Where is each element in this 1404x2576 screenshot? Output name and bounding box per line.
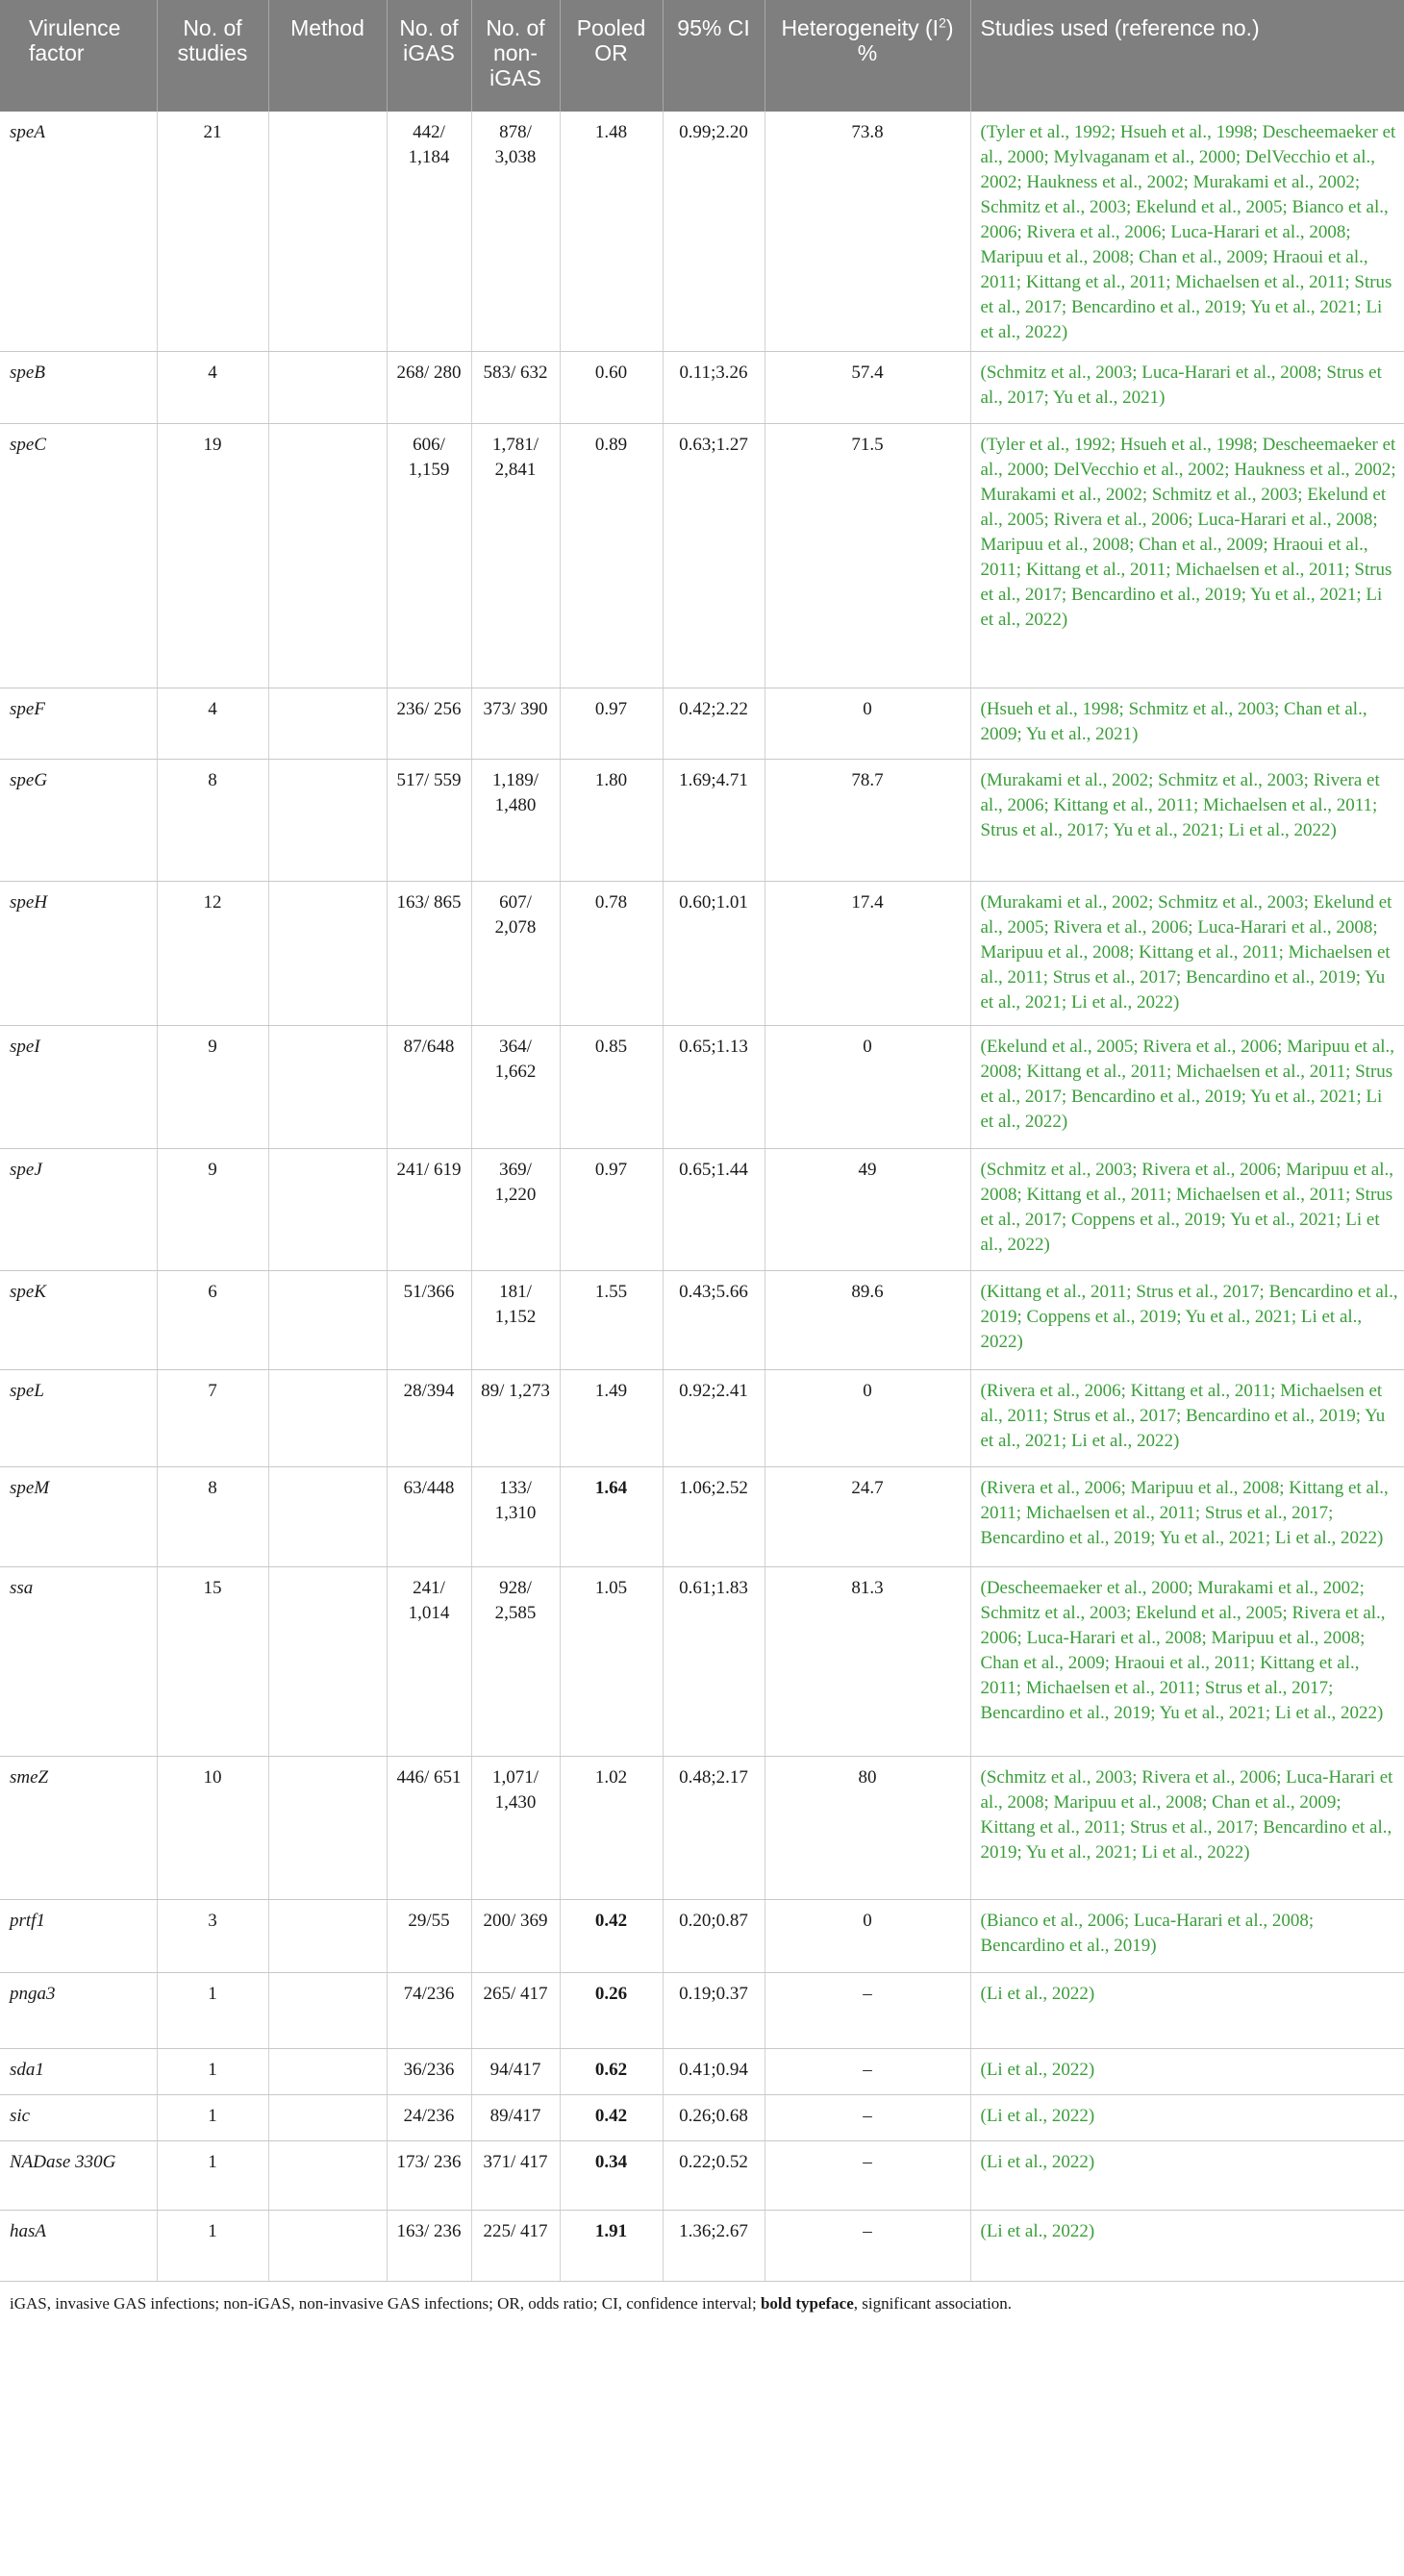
no-of-non-igas-cell: 1,189/ 1,480 (471, 760, 560, 882)
pooled-or-cell: 1.05 (560, 1567, 663, 1757)
no-of-studies-cell: 8 (157, 760, 268, 882)
header-heterogeneity-label: Heterogeneity (I (781, 15, 940, 40)
table-row (0, 1149, 1404, 1271)
header-pooled-or: Pooled OR (560, 0, 663, 112)
method-cell (268, 1149, 387, 1271)
studies-used-cell: (Murakami et al., 2002; Schmitz et al., 2003; Ekelund et al., 2005; Rivera et al., 2006; Luca-Harari et al., 2008; Maripuu et al., 2008; Kittang et al., 2011; Michaelsen et al., 2011; Strus et al., 2017; Bencardino et al., 2019; Yu et al., 2021; Li et al., 2022) (970, 882, 1404, 1026)
no-of-non-igas-cell: 373/ 390 (471, 688, 560, 760)
pooled-or-cell: 0.97 (560, 688, 663, 760)
table-row (0, 1757, 1404, 1900)
no-of-non-igas-cell: 583/ 632 (471, 352, 560, 424)
header-virulence-factor: Virulence factor (0, 0, 157, 112)
pooled-or-cell: 1.49 (560, 1370, 663, 1467)
heterogeneity-cell: 73.8 (765, 112, 970, 352)
table-row (0, 2095, 1404, 2141)
studies-used-cell: (Hsueh et al., 1998; Schmitz et al., 2003; Chan et al., 2009; Yu et al., 2021) (970, 688, 1404, 760)
heterogeneity-cell: 0 (765, 688, 970, 760)
table-row (0, 760, 1404, 882)
header-heterogeneity-sup: 2 (939, 14, 946, 31)
virulence-factor-cell: speH (0, 882, 157, 1026)
header-95-ci: 95% CI (663, 0, 765, 112)
heterogeneity-cell: 57.4 (765, 352, 970, 424)
pooled-or-cell: 0.42 (560, 2095, 663, 2141)
heterogeneity-cell: – (765, 1973, 970, 2049)
no-of-studies-cell: 8 (157, 1467, 268, 1567)
table-row (0, 1271, 1404, 1370)
ci-cell: 0.65;1.13 (663, 1026, 765, 1149)
ci-cell: 0.92;2.41 (663, 1370, 765, 1467)
header-heterogeneity (765, 0, 970, 112)
no-of-non-igas-cell: 181/ 1,152 (471, 1271, 560, 1370)
no-of-studies-cell: 10 (157, 1757, 268, 1900)
header-method: Method (268, 0, 387, 112)
virulence-factor-cell: speM (0, 1467, 157, 1567)
no-of-non-igas-cell: 133/ 1,310 (471, 1467, 560, 1567)
method-cell (268, 424, 387, 688)
no-of-studies-cell: 9 (157, 1026, 268, 1149)
no-of-igas-cell: 29/55 (387, 1900, 471, 1973)
no-of-non-igas-cell: 607/ 2,078 (471, 882, 560, 1026)
pooled-or-cell: 0.34 (560, 2141, 663, 2211)
heterogeneity-cell: 78.7 (765, 760, 970, 882)
pooled-or-cell: 1.80 (560, 760, 663, 882)
ci-cell: 0.19;0.37 (663, 1973, 765, 2049)
table-row (0, 1973, 1404, 2049)
no-of-igas-cell: 236/ 256 (387, 688, 471, 760)
heterogeneity-cell: 0 (765, 1026, 970, 1149)
table-row (0, 2141, 1404, 2211)
virulence-factor-cell: speJ (0, 1149, 157, 1271)
table-row (0, 1026, 1404, 1149)
heterogeneity-cell: 71.5 (765, 424, 970, 688)
no-of-igas-cell: 163/ 236 (387, 2211, 471, 2282)
no-of-igas-cell: 36/236 (387, 2049, 471, 2095)
ci-cell: 0.20;0.87 (663, 1900, 765, 1973)
virulence-factor-cell: NADase 330G (0, 2141, 157, 2211)
method-cell (268, 688, 387, 760)
ci-cell: 0.43;5.66 (663, 1271, 765, 1370)
heterogeneity-cell: – (765, 2141, 970, 2211)
table-row (0, 882, 1404, 1026)
pooled-or-cell: 0.42 (560, 1900, 663, 1973)
method-cell (268, 2095, 387, 2141)
virulence-factor-cell: pnga3 (0, 1973, 157, 2049)
method-cell (268, 1026, 387, 1149)
no-of-studies-cell: 1 (157, 1973, 268, 2049)
virulence-factor-cell: speB (0, 352, 157, 424)
studies-used-cell: (Kittang et al., 2011; Strus et al., 2017; Bencardino et al., 2019; Coppens et al., 2019; Yu et al., 2021; Li et al., 2022) (970, 1271, 1404, 1370)
studies-used-cell: (Ekelund et al., 2005; Rivera et al., 2006; Maripuu et al., 2008; Kittang et al., 2011; Michaelsen et al., 2011; Strus et al., 2017; Bencardino et al., 2019; Yu et al., 2021; Li et al., 2022) (970, 1026, 1404, 1149)
no-of-igas-cell: 74/236 (387, 1973, 471, 2049)
studies-used-cell: (Li et al., 2022) (970, 1973, 1404, 2049)
no-of-igas-cell: 241/ 619 (387, 1149, 471, 1271)
header-heterogeneity-suffix: ) % (857, 15, 954, 65)
studies-used-cell: (Tyler et al., 1992; Hsueh et al., 1998; Descheemaeker et al., 2000; DelVecchio et al., 2002; Haukness et al., 2002; Murakami et al., 2002; Schmitz et al., 2003; Ekelund et al., 2005; Rivera et al., 2006; Luca-Harari et al., 2008; Maripuu et al., 2008; Chan et al., 2009; Hraoui et al., 2011; Kittang et al., 2011; Michaelsen et al., 2011; Strus et al., 2017; Bencardino et al., 2019; Yu et al., 2021; Li et al., 2022) (970, 424, 1404, 688)
no-of-non-igas-cell: 878/ 3,038 (471, 112, 560, 352)
no-of-studies-cell: 4 (157, 688, 268, 760)
virulence-factor-cell: prtf1 (0, 1900, 157, 1973)
pooled-or-cell: 0.78 (560, 882, 663, 1026)
table-row (0, 2049, 1404, 2095)
method-cell (268, 882, 387, 1026)
table-row (0, 1467, 1404, 1567)
no-of-studies-cell: 12 (157, 882, 268, 1026)
no-of-non-igas-cell: 89/417 (471, 2095, 560, 2141)
header-no-of-non-igas: No. of non-iGAS (471, 0, 560, 112)
virulence-factor-cell: speF (0, 688, 157, 760)
no-of-igas-cell: 173/ 236 (387, 2141, 471, 2211)
footnote-end-text: , significant association. (853, 2294, 1013, 2313)
table-row (0, 688, 1404, 760)
virulence-factor-cell: speA (0, 112, 157, 352)
studies-used-cell: (Descheemaeker et al., 2000; Murakami et al., 2002; Schmitz et al., 2003; Ekelund et al., 2005; Rivera et al., 2006; Luca-Harari et al., 2008; Maripuu et al., 2008; Chan et al., 2009; Hraoui et al., 2011; Kittang et al., 2011; Michaelsen et al., 2011; Strus et al., 2017; Bencardino et al., 2019; Yu et al., 2021; Li et al., 2022) (970, 1567, 1404, 1757)
ci-cell: 1.36;2.67 (663, 2211, 765, 2282)
studies-used-cell: (Murakami et al., 2002; Schmitz et al., 2003; Rivera et al., 2006; Kittang et al., 2011; Michaelsen et al., 2011; Strus et al., 2017; Yu et al., 2021; Li et al., 2022) (970, 760, 1404, 882)
table-row (0, 112, 1404, 352)
no-of-non-igas-cell: 1,781/ 2,841 (471, 424, 560, 688)
pooled-or-cell: 1.91 (560, 2211, 663, 2282)
studies-used-cell: (Schmitz et al., 2003; Rivera et al., 2006; Maripuu et al., 2008; Kittang et al., 2011; Michaelsen et al., 2011; Strus et al., 2017; Coppens et al., 2019; Yu et al., 2021; Li et al., 2022) (970, 1149, 1404, 1271)
no-of-studies-cell: 7 (157, 1370, 268, 1467)
header-no-of-studies: No. of studies (157, 0, 268, 112)
no-of-non-igas-cell: 369/ 1,220 (471, 1149, 560, 1271)
ci-cell: 0.22;0.52 (663, 2141, 765, 2211)
ci-cell: 0.42;2.22 (663, 688, 765, 760)
method-cell (268, 2141, 387, 2211)
header-no-of-igas: No. of iGAS (387, 0, 471, 112)
no-of-non-igas-cell: 89/ 1,273 (471, 1370, 560, 1467)
ci-cell: 0.61;1.83 (663, 1567, 765, 1757)
heterogeneity-cell: 17.4 (765, 882, 970, 1026)
pooled-or-cell: 0.60 (560, 352, 663, 424)
table-row (0, 2211, 1404, 2282)
no-of-igas-cell: 517/ 559 (387, 760, 471, 882)
virulence-factor-cell: sda1 (0, 2049, 157, 2095)
virulence-factor-cell: sic (0, 2095, 157, 2141)
no-of-igas-cell: 63/448 (387, 1467, 471, 1567)
pooled-or-cell: 0.62 (560, 2049, 663, 2095)
footnote-text: iGAS, invasive GAS infections; non-iGAS, non-invasive GAS infections; OR, odds ratio; CI, confidence interval; (10, 2294, 761, 2313)
pooled-or-cell: 0.85 (560, 1026, 663, 1149)
footnote-bold-text: bold typeface (760, 2294, 854, 2313)
no-of-igas-cell: 268/ 280 (387, 352, 471, 424)
method-cell (268, 2211, 387, 2282)
no-of-studies-cell: 6 (157, 1271, 268, 1370)
method-cell (268, 1757, 387, 1900)
heterogeneity-cell: 24.7 (765, 1467, 970, 1567)
no-of-igas-cell: 241/ 1,014 (387, 1567, 471, 1757)
virulence-factor-cell: ssa (0, 1567, 157, 1757)
no-of-igas-cell: 28/394 (387, 1370, 471, 1467)
no-of-studies-cell: 15 (157, 1567, 268, 1757)
method-cell (268, 760, 387, 882)
ci-cell: 1.06;2.52 (663, 1467, 765, 1567)
no-of-non-igas-cell: 225/ 417 (471, 2211, 560, 2282)
no-of-non-igas-cell: 265/ 417 (471, 1973, 560, 2049)
ci-cell: 0.26;0.68 (663, 2095, 765, 2141)
heterogeneity-cell: – (765, 2049, 970, 2095)
heterogeneity-cell: 49 (765, 1149, 970, 1271)
heterogeneity-cell: – (765, 2095, 970, 2141)
studies-used-cell: (Bianco et al., 2006; Luca-Harari et al., 2008; Bencardino et al., 2019) (970, 1900, 1404, 1973)
method-cell (268, 1271, 387, 1370)
studies-used-cell: (Li et al., 2022) (970, 2211, 1404, 2282)
virulence-factor-cell: speC (0, 424, 157, 688)
pooled-or-cell: 1.64 (560, 1467, 663, 1567)
method-cell (268, 1467, 387, 1567)
no-of-igas-cell: 442/ 1,184 (387, 112, 471, 352)
no-of-studies-cell: 19 (157, 424, 268, 688)
pooled-or-cell: 0.89 (560, 424, 663, 688)
no-of-studies-cell: 1 (157, 2211, 268, 2282)
heterogeneity-cell: 81.3 (765, 1567, 970, 1757)
virulence-factor-cell: speL (0, 1370, 157, 1467)
heterogeneity-cell: – (765, 2211, 970, 2282)
ci-cell: 0.48;2.17 (663, 1757, 765, 1900)
virulence-factor-cell: smeZ (0, 1757, 157, 1900)
no-of-studies-cell: 9 (157, 1149, 268, 1271)
no-of-igas-cell: 24/236 (387, 2095, 471, 2141)
no-of-non-igas-cell: 1,071/ 1,430 (471, 1757, 560, 1900)
method-cell (268, 1370, 387, 1467)
virulence-factor-cell: hasA (0, 2211, 157, 2282)
table-row (0, 1370, 1404, 1467)
heterogeneity-cell: 80 (765, 1757, 970, 1900)
no-of-igas-cell: 446/ 651 (387, 1757, 471, 1900)
method-cell (268, 1973, 387, 2049)
no-of-studies-cell: 3 (157, 1900, 268, 1973)
studies-used-cell: (Tyler et al., 1992; Hsueh et al., 1998; Descheemaeker et al., 2000; Mylvaganam et al., 2000; DelVecchio et al., 2002; Haukness et al., 2002; Murakami et al., 2002; Schmitz et al., 2003; Ekelund et al., 2005; Bianco et al., 2006; Rivera et al., 2006; Luca-Harari et al., 2008; Maripuu et al., 2008; Chan et al., 2009; Hraoui et al., 2011; Kittang et al., 2011; Michaelsen et al., 2011; Strus et al., 2017; Bencardino et al., 2019; Yu et al., 2021; Li et al., 2022) (970, 112, 1404, 352)
no-of-non-igas-cell: 200/ 369 (471, 1900, 560, 1973)
method-cell (268, 2049, 387, 2095)
pooled-or-cell: 0.97 (560, 1149, 663, 1271)
no-of-non-igas-cell: 371/ 417 (471, 2141, 560, 2211)
no-of-studies-cell: 1 (157, 2095, 268, 2141)
method-cell (268, 1900, 387, 1973)
table-row (0, 1900, 1404, 1973)
method-cell (268, 352, 387, 424)
no-of-igas-cell: 163/ 865 (387, 882, 471, 1026)
method-cell (268, 112, 387, 352)
no-of-non-igas-cell: 94/417 (471, 2049, 560, 2095)
no-of-studies-cell: 4 (157, 352, 268, 424)
pooled-or-cell: 0.26 (560, 1973, 663, 2049)
no-of-igas-cell: 51/366 (387, 1271, 471, 1370)
no-of-studies-cell: 1 (157, 2049, 268, 2095)
heterogeneity-cell: 0 (765, 1370, 970, 1467)
no-of-studies-cell: 1 (157, 2141, 268, 2211)
studies-used-cell: (Rivera et al., 2006; Kittang et al., 2011; Michaelsen et al., 2011; Strus et al., 2017; Bencardino et al., 2019; Yu et al., 2021; Li et al., 2022) (970, 1370, 1404, 1467)
ci-cell: 0.60;1.01 (663, 882, 765, 1026)
pooled-or-cell: 1.02 (560, 1757, 663, 1900)
heterogeneity-cell: 89.6 (765, 1271, 970, 1370)
ci-cell: 0.11;3.26 (663, 352, 765, 424)
virulence-factor-cell: speK (0, 1271, 157, 1370)
no-of-igas-cell: 606/ 1,159 (387, 424, 471, 688)
studies-used-cell: (Li et al., 2022) (970, 2141, 1404, 2211)
table-body (0, 112, 1404, 2282)
ci-cell: 0.65;1.44 (663, 1149, 765, 1271)
pooled-or-cell: 1.55 (560, 1271, 663, 1370)
header-row (0, 0, 1404, 112)
ci-cell: 0.63;1.27 (663, 424, 765, 688)
method-cell (268, 1567, 387, 1757)
table-footnote (0, 2282, 1404, 2314)
no-of-igas-cell: 87/648 (387, 1026, 471, 1149)
table-row (0, 1567, 1404, 1757)
table-row (0, 424, 1404, 688)
virulence-factor-cell: speG (0, 760, 157, 882)
heterogeneity-cell: 0 (765, 1900, 970, 1973)
no-of-non-igas-cell: 928/ 2,585 (471, 1567, 560, 1757)
pooled-or-cell: 1.48 (560, 112, 663, 352)
studies-used-cell: (Rivera et al., 2006; Maripuu et al., 2008; Kittang et al., 2011; Michaelsen et al., 2011; Strus et al., 2017; Bencardino et al., 2019; Yu et al., 2021; Li et al., 2022) (970, 1467, 1404, 1567)
header-studies-used: Studies used (reference no.) (970, 0, 1404, 112)
studies-used-cell: (Schmitz et al., 2003; Luca-Harari et al., 2008; Strus et al., 2017; Yu et al., 2021) (970, 352, 1404, 424)
table-row (0, 352, 1404, 424)
ci-cell: 1.69;4.71 (663, 760, 765, 882)
studies-used-cell: (Schmitz et al., 2003; Rivera et al., 2006; Luca-Harari et al., 2008; Maripuu et al., 2008; Chan et al., 2009; Kittang et al., 2011; Strus et al., 2017; Bencardino et al., 2019; Yu et al., 2021; Li et al., 2022) (970, 1757, 1404, 1900)
studies-used-cell: (Li et al., 2022) (970, 2095, 1404, 2141)
studies-used-cell: (Li et al., 2022) (970, 2049, 1404, 2095)
no-of-studies-cell: 21 (157, 112, 268, 352)
no-of-non-igas-cell: 364/ 1,662 (471, 1026, 560, 1149)
ci-cell: 0.99;2.20 (663, 112, 765, 352)
virulence-factor-cell: speI (0, 1026, 157, 1149)
ci-cell: 0.41;0.94 (663, 2049, 765, 2095)
